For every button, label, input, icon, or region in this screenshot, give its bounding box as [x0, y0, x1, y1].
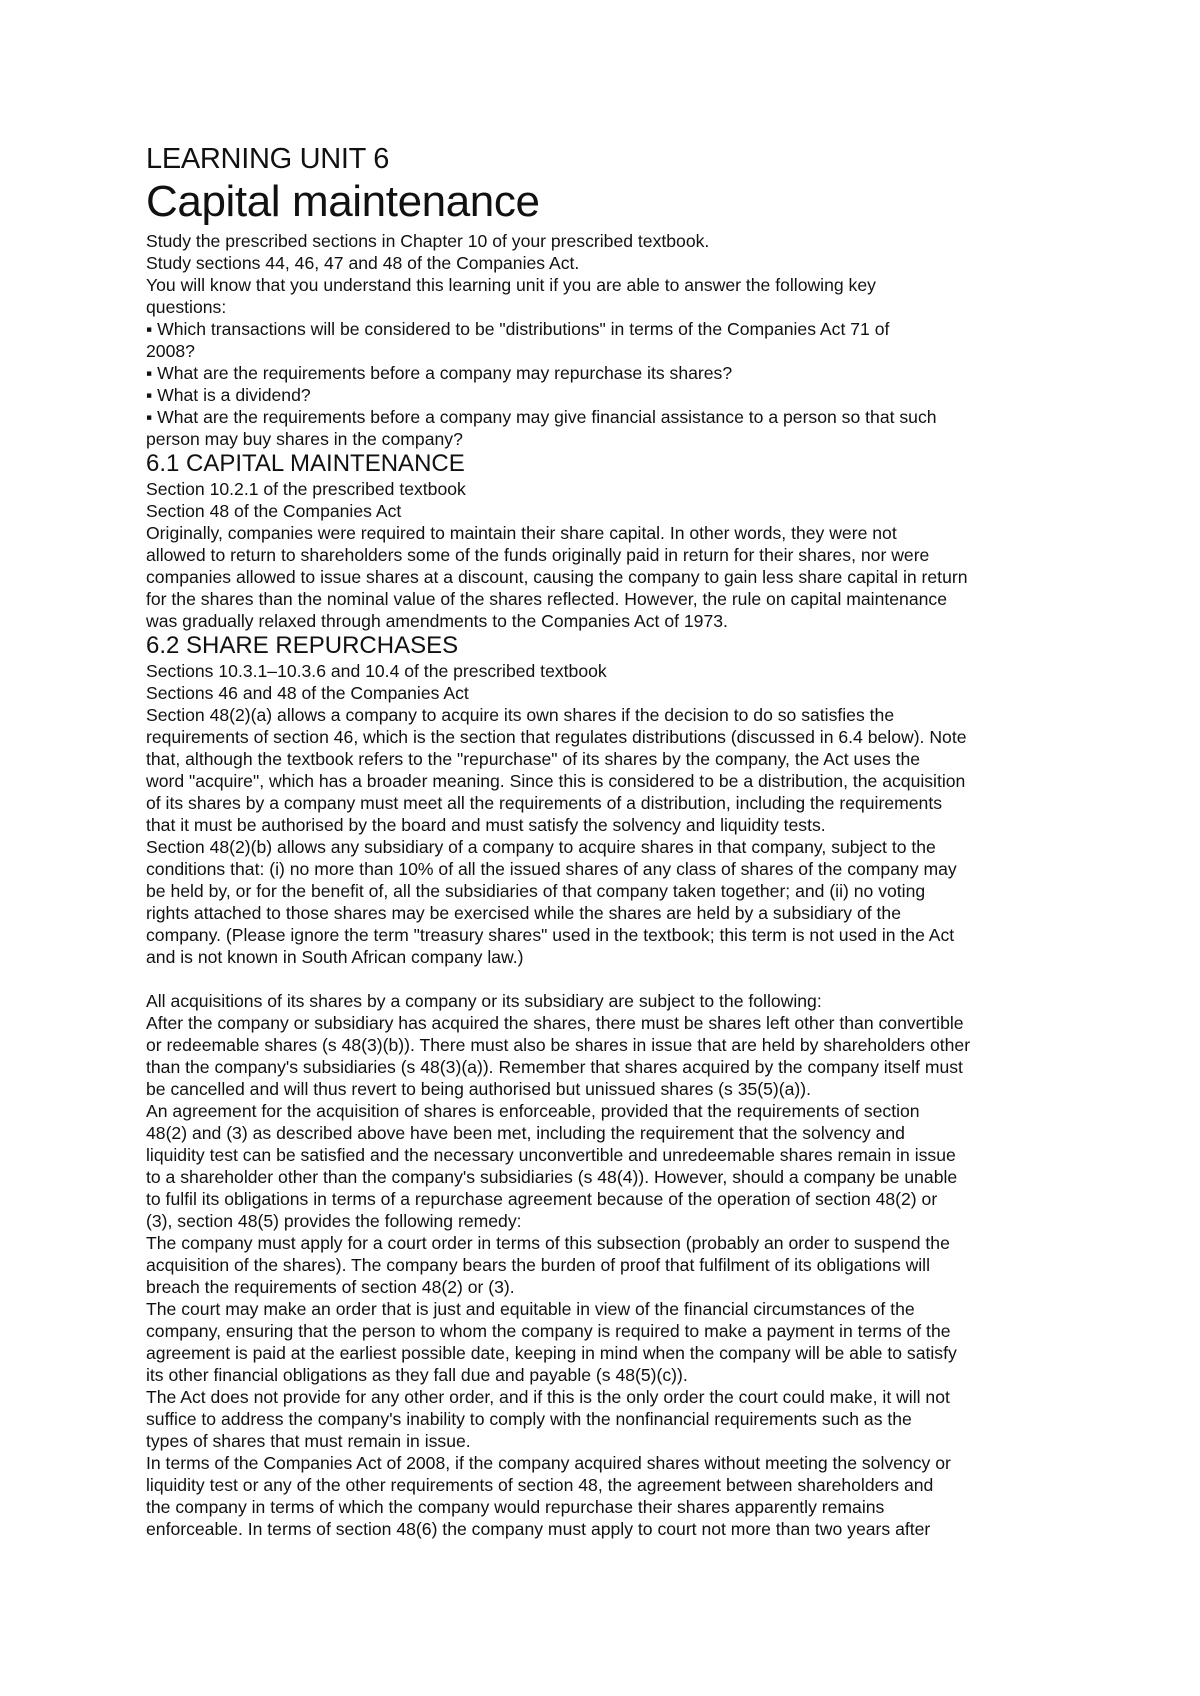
text-line: ▪ What are the requirements before a company may repurchase its shares? — [146, 363, 733, 383]
text-line: word "acquire", which has a broader meaning. Since this is considered to be a distribution, the acquisition — [146, 771, 966, 791]
text-line: Sections 10.3.1–10.3.6 and 10.4 of the prescribed textbook — [146, 661, 607, 681]
section-capital-maintenance-body — [146, 478, 1076, 632]
text-line: company, ensuring that the person to whom the company is required to make a payment in terms of the — [146, 1321, 951, 1341]
text-line: for the shares than the nominal value of the shares reflected. However, the rule on capital maintenance — [146, 589, 947, 609]
text-line: allowed to return to shareholders some of the funds originally paid in return for their shares, nor were — [146, 545, 930, 565]
text-line: After the company or subsidiary has acquired the shares, there must be shares left other than convertible — [146, 1013, 964, 1033]
text-line: the company in terms of which the company would repurchase their shares apparently remains — [146, 1497, 885, 1517]
text-line: person may buy shares in the company? — [146, 429, 463, 449]
text-line: companies allowed to issue shares at a discount, causing the company to gain less share capital in return — [146, 567, 968, 587]
section-share-repurchases-body-a — [146, 660, 1076, 968]
text-line: Study the prescribed sections in Chapter 10 of your prescribed textbook. — [146, 231, 710, 251]
text-line: of its shares by a company must meet all the requirements of a distribution, including the requirements — [146, 793, 943, 813]
intro-block — [146, 230, 1076, 450]
text-line: Section 10.2.1 of the prescribed textbook — [146, 479, 466, 499]
text-line: that it must be authorised by the board and must satisfy the solvency and liquidity tests. — [146, 815, 826, 835]
text-line: You will know that you understand this learning unit if you are able to answer the following key — [146, 275, 876, 295]
text-line: was gradually relaxed through amendments to the Companies Act of 1973. — [146, 611, 728, 631]
text-line: acquisition of the shares). The company bears the burden of proof that fulfilment of its obligations will — [146, 1255, 931, 1275]
text-line: conditions that: (i) no more than 10% of all the issued shares of any class of shares of the company may — [146, 859, 957, 879]
text-line: suffice to address the company's inability to comply with the nonfinancial requirements such as the — [146, 1409, 912, 1429]
text-line: 2008? — [146, 341, 195, 361]
text-line: breach the requirements of section 48(2) or (3). — [146, 1277, 515, 1297]
text-line: Originally, companies were required to maintain their share capital. In other words, they were not — [146, 523, 897, 543]
text-line: The Act does not provide for any other order, and if this is the only order the court could make, it will not — [146, 1387, 950, 1407]
page-title: Capital maintenance — [146, 177, 540, 226]
text-line: ▪ What are the requirements before a company may give financial assistance to a person so that such — [146, 407, 937, 427]
text-line: liquidity test or any of the other requirements of section 48, the agreement between shareholders and — [146, 1475, 934, 1495]
text-line: Section 48 of the Companies Act — [146, 501, 402, 521]
text-line: be held by, or for the benefit of, all the subsidiaries of that company taken together; and (ii) no voting — [146, 881, 926, 901]
text-line: The company must apply for a court order in terms of this subsection (probably an order to suspend the — [146, 1233, 950, 1253]
text-line: requirements of section 46, which is the section that regulates distributions (discussed in 6.4 below). Note — [146, 727, 967, 747]
text-line: (3), section 48(5) provides the following remedy: — [146, 1211, 522, 1231]
text-line: than the company's subsidiaries (s 48(3)(a)). Remember that shares acquired by the company itself must — [146, 1057, 963, 1077]
text-line: ▪ Which transactions will be considered to be "distributions" in terms of the Companies Act 71 of — [146, 319, 890, 339]
document-page — [146, 142, 1076, 1540]
section-share-repurchases-body-b — [146, 990, 1076, 1540]
text-line: ▪ What is a dividend? — [146, 385, 311, 405]
text-line: to fulfil its obligations in terms of a repurchase agreement because of the operation of section 48(2) or — [146, 1189, 938, 1209]
text-line: liquidity test can be satisfied and the necessary unconvertible and unredeemable shares remain in issue — [146, 1145, 956, 1165]
text-line: or redeemable shares (s 48(3)(b)). There must also be shares in issue that are held by shareholders other — [146, 1035, 971, 1055]
text-line: The court may make an order that is just and equitable in view of the financial circumstances of the — [146, 1299, 915, 1319]
text-line: and is not known in South African company law.) — [146, 947, 524, 967]
text-line: In terms of the Companies Act of 2008, if the company acquired shares without meeting the solvency or — [146, 1453, 951, 1473]
text-line: company. (Please ignore the term "treasury shares" used in the textbook; this term is not used in the Act — [146, 925, 955, 945]
text-line: All acquisitions of its shares by a company or its subsidiary are subject to the following: — [146, 991, 822, 1011]
text-line: rights attached to those shares may be exercised while the shares are held by a subsidiary of the — [146, 903, 901, 923]
text-line: Section 48(2)(a) allows a company to acquire its own shares if the decision to do so satisfies the — [146, 705, 895, 725]
text-line: that, although the textbook refers to the "repurchase" of its shares by the company, the Act uses the — [146, 749, 921, 769]
text-line: agreement is paid at the earliest possible date, keeping in mind when the company will be able to satisfy — [146, 1343, 957, 1363]
text-line: questions: — [146, 297, 227, 317]
text-line: its other financial obligations as they fall due and payable (s 48(5)(c)). — [146, 1365, 688, 1385]
text-line: be cancelled and will thus revert to being authorised but unissued shares (s 35(5)(a)). — [146, 1079, 812, 1099]
text-line: An agreement for the acquisition of shares is enforceable, provided that the requirements of section — [146, 1101, 920, 1121]
text-line: enforceable. In terms of section 48(6) the company must apply to court not more than two years after — [146, 1519, 931, 1539]
text-line: to a shareholder other than the company's subsidiaries (s 48(4)). However, should a company be unable — [146, 1167, 958, 1187]
section-heading-capital-maintenance: 6.1 CAPITAL MAINTENANCE — [146, 450, 465, 477]
text-line: 48(2) and (3) as described above have been met, including the requirement that the solvency and — [146, 1123, 905, 1143]
text-line: Section 48(2)(b) allows any subsidiary of a company to acquire shares in that company, subject to the — [146, 837, 936, 857]
text-line: Study sections 44, 46, 47 and 48 of the Companies Act. — [146, 253, 580, 273]
paragraph-spacer — [146, 968, 1076, 990]
text-line: Sections 46 and 48 of the Companies Act — [146, 683, 469, 703]
text-line: types of shares that must remain in issue. — [146, 1431, 471, 1451]
section-heading-share-repurchases: 6.2 SHARE REPURCHASES — [146, 632, 459, 659]
unit-label: LEARNING UNIT 6 — [146, 143, 390, 175]
